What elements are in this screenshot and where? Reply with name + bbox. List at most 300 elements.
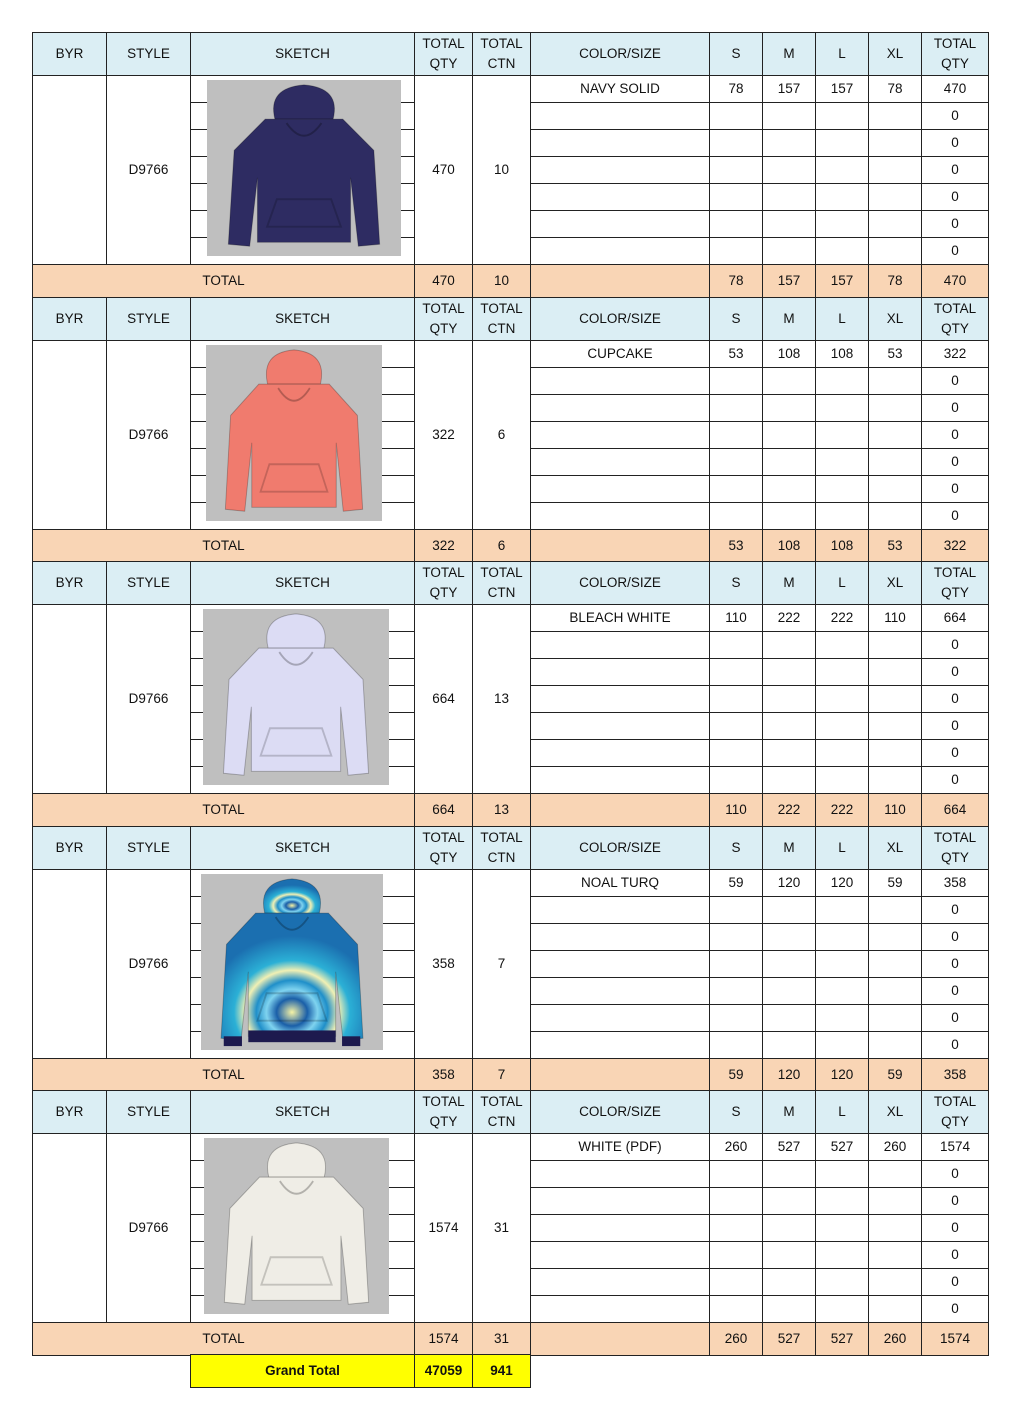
- header-total-ctn-line2: CTN: [487, 56, 516, 71]
- block-total-size: 222: [815, 793, 869, 827]
- size-qty-cell: [868, 1241, 922, 1269]
- size-qty-cell: 120: [762, 869, 816, 897]
- size-qty-cell: [709, 156, 763, 184]
- size-qty-cell: 108: [762, 340, 816, 368]
- block-total-label: TOTAL: [32, 1322, 415, 1356]
- header-row-total-line2: QTY: [941, 56, 969, 71]
- color-name-cell: [530, 1268, 710, 1296]
- block-total-size: 108: [815, 529, 869, 563]
- style-cell: D9766: [106, 604, 191, 794]
- size-qty-cell: [868, 421, 922, 449]
- total-ctn-cell: 13: [472, 604, 531, 794]
- header-row-total-line2: QTY: [941, 850, 969, 865]
- size-qty-cell: [709, 1031, 763, 1059]
- color-name-cell: [530, 923, 710, 951]
- size-qty-cell: [762, 658, 816, 686]
- row-total-cell: 0: [921, 1031, 989, 1059]
- block-total-label: TOTAL: [32, 264, 415, 298]
- size-qty-cell: [868, 129, 922, 157]
- header-color-size: COLOR/SIZE: [530, 561, 710, 605]
- style-cell: D9766: [106, 340, 191, 530]
- header-row-total-line1: TOTAL: [933, 1094, 977, 1109]
- row-total-cell: 0: [921, 1214, 989, 1242]
- color-name-cell: [530, 448, 710, 476]
- size-qty-cell: 53: [709, 340, 763, 368]
- color-name-cell: WHITE (PDF): [530, 1133, 710, 1161]
- size-qty-cell: [762, 183, 816, 211]
- size-qty-cell: [868, 448, 922, 476]
- block-total-qty: 664: [414, 793, 473, 827]
- row-total-cell: 358: [921, 869, 989, 897]
- size-qty-cell: 527: [815, 1133, 869, 1161]
- color-name-cell: [530, 631, 710, 659]
- header-total-ctn: [472, 32, 531, 76]
- header-style: STYLE: [106, 32, 191, 76]
- row-total-cell: 0: [921, 1241, 989, 1269]
- size-qty-cell: [709, 1160, 763, 1188]
- size-qty-cell: [868, 977, 922, 1005]
- size-qty-cell: [709, 183, 763, 211]
- style-cell: D9766: [106, 1133, 191, 1323]
- size-qty-cell: [815, 766, 869, 794]
- size-qty-cell: [709, 712, 763, 740]
- size-qty-cell: [868, 1214, 922, 1242]
- color-name-cell: [530, 129, 710, 157]
- size-qty-cell: [868, 631, 922, 659]
- block-total-size: 110: [709, 793, 763, 827]
- size-qty-cell: [709, 237, 763, 265]
- block-total-all: 1574: [921, 1322, 989, 1356]
- size-qty-cell: [762, 502, 816, 530]
- size-qty-cell: [762, 367, 816, 395]
- size-qty-cell: [815, 475, 869, 503]
- block-total-label: TOTAL: [32, 1058, 415, 1092]
- color-name-cell: [530, 210, 710, 238]
- total-ctn-cell: 6: [472, 340, 531, 530]
- size-qty-cell: [815, 658, 869, 686]
- size-qty-cell: [868, 1004, 922, 1032]
- size-qty-cell: [709, 367, 763, 395]
- size-qty-cell: [868, 766, 922, 794]
- size-qty-cell: [709, 1214, 763, 1242]
- header-total-ctn-line1: TOTAL: [480, 830, 523, 845]
- size-qty-cell: [709, 448, 763, 476]
- block-total-size: 527: [815, 1322, 869, 1356]
- header-sketch: SKETCH: [190, 826, 415, 870]
- size-qty-cell: [709, 1187, 763, 1215]
- header-style: STYLE: [106, 561, 191, 605]
- row-total-cell: 664: [921, 604, 989, 632]
- header-byr: BYR: [32, 297, 107, 341]
- size-qty-cell: [815, 394, 869, 422]
- header-row-total-line2: QTY: [941, 321, 969, 336]
- size-qty-cell: [762, 1295, 816, 1323]
- color-name-cell: [530, 394, 710, 422]
- block-total-all: 322: [921, 529, 989, 563]
- size-qty-cell: [762, 923, 816, 951]
- color-name-cell: BLEACH WHITE: [530, 604, 710, 632]
- size-qty-cell: [762, 950, 816, 978]
- size-qty-cell: [762, 237, 816, 265]
- header-size-m: M: [762, 32, 816, 76]
- row-total-cell: 0: [921, 502, 989, 530]
- header-total-qty-line1: TOTAL: [422, 1094, 465, 1109]
- color-name-cell: [530, 421, 710, 449]
- row-total-cell: 0: [921, 1187, 989, 1215]
- header-byr: BYR: [32, 1090, 107, 1134]
- row-total-cell: 0: [921, 658, 989, 686]
- size-qty-cell: [868, 950, 922, 978]
- color-name-cell: [530, 156, 710, 184]
- header-total-qty-line2: QTY: [429, 321, 458, 336]
- size-qty-cell: 78: [868, 75, 922, 103]
- size-qty-cell: [815, 1214, 869, 1242]
- header-total-qty: [414, 826, 473, 870]
- size-qty-cell: [709, 1004, 763, 1032]
- total-qty-cell: 322: [414, 340, 473, 530]
- size-qty-cell: [709, 923, 763, 951]
- block-total-blank: [530, 264, 710, 298]
- navy-hoodie-photo: [207, 80, 401, 256]
- header-size-m: M: [762, 1090, 816, 1134]
- size-qty-cell: [815, 1187, 869, 1215]
- color-name-cell: [530, 977, 710, 1005]
- size-qty-cell: [815, 448, 869, 476]
- row-total-cell: 470: [921, 75, 989, 103]
- row-total-cell: 0: [921, 1004, 989, 1032]
- total-ctn-cell: 10: [472, 75, 531, 265]
- size-qty-cell: [868, 237, 922, 265]
- size-qty-cell: 157: [815, 75, 869, 103]
- header-size-l: L: [815, 297, 869, 341]
- header-total-ctn: [472, 297, 531, 341]
- size-qty-cell: [762, 739, 816, 767]
- row-total-cell: 0: [921, 448, 989, 476]
- size-qty-cell: [709, 631, 763, 659]
- row-total-cell: 1574: [921, 1133, 989, 1161]
- block-total-size: 260: [709, 1322, 763, 1356]
- header-total-qty-line2: QTY: [429, 585, 458, 600]
- header-size-m: M: [762, 297, 816, 341]
- total-qty-cell: 358: [414, 869, 473, 1059]
- size-qty-cell: 78: [709, 75, 763, 103]
- header-total-qty-line1: TOTAL: [422, 830, 465, 845]
- size-qty-cell: [868, 712, 922, 740]
- size-qty-cell: [709, 421, 763, 449]
- size-qty-cell: [815, 977, 869, 1005]
- size-qty-cell: [762, 896, 816, 924]
- header-total-qty: [414, 1090, 473, 1134]
- block-total-blank: [530, 793, 710, 827]
- size-qty-cell: 260: [709, 1133, 763, 1161]
- block-total-size: 157: [815, 264, 869, 298]
- row-total-cell: 322: [921, 340, 989, 368]
- color-name-cell: [530, 367, 710, 395]
- color-name-cell: [530, 475, 710, 503]
- byr-cell: [32, 340, 107, 530]
- byr-cell: [32, 869, 107, 1059]
- color-name-cell: [530, 658, 710, 686]
- block-total-label: TOTAL: [32, 529, 415, 563]
- block-total-size: 78: [868, 264, 922, 298]
- size-qty-cell: [868, 1295, 922, 1323]
- row-total-cell: 0: [921, 712, 989, 740]
- block-total-blank: [530, 1322, 710, 1356]
- block-total-blank: [530, 1058, 710, 1092]
- size-qty-cell: [868, 210, 922, 238]
- header-sketch: SKETCH: [190, 297, 415, 341]
- header-color-size: COLOR/SIZE: [530, 826, 710, 870]
- row-total-cell: 0: [921, 1160, 989, 1188]
- block-total-ctn: 13: [472, 793, 531, 827]
- size-qty-cell: [709, 1241, 763, 1269]
- header-color-size: COLOR/SIZE: [530, 1090, 710, 1134]
- header-total-ctn-line2: CTN: [487, 850, 516, 865]
- size-qty-cell: 527: [762, 1133, 816, 1161]
- header-row-total-line1: TOTAL: [933, 830, 977, 845]
- color-name-cell: NAVY SOLID: [530, 75, 710, 103]
- block-total-qty: 1574: [414, 1322, 473, 1356]
- size-qty-cell: [709, 766, 763, 794]
- header-row-total: [921, 32, 989, 76]
- row-total-cell: 0: [921, 896, 989, 924]
- size-qty-cell: 110: [709, 604, 763, 632]
- block-total-size: 527: [762, 1322, 816, 1356]
- color-name-cell: [530, 1241, 710, 1269]
- header-size-xl: XL: [868, 561, 922, 605]
- byr-cell: [32, 1133, 107, 1323]
- size-qty-cell: [868, 1187, 922, 1215]
- header-color-size: COLOR/SIZE: [530, 297, 710, 341]
- size-qty-cell: [709, 658, 763, 686]
- block-total-size: 120: [815, 1058, 869, 1092]
- block-total-all: 664: [921, 793, 989, 827]
- header-size-xl: XL: [868, 1090, 922, 1134]
- size-qty-cell: [709, 685, 763, 713]
- size-qty-cell: [815, 367, 869, 395]
- header-row-total: [921, 826, 989, 870]
- size-qty-cell: [709, 1268, 763, 1296]
- size-qty-cell: [868, 658, 922, 686]
- header-row-total-line1: TOTAL: [933, 36, 977, 51]
- header-size-s: S: [709, 297, 763, 341]
- size-qty-cell: [868, 156, 922, 184]
- size-qty-cell: [868, 896, 922, 924]
- row-total-cell: 0: [921, 367, 989, 395]
- size-qty-cell: [815, 1295, 869, 1323]
- size-qty-cell: [815, 502, 869, 530]
- size-qty-cell: [709, 977, 763, 1005]
- header-row-total-line1: TOTAL: [933, 301, 977, 316]
- size-qty-cell: [868, 923, 922, 951]
- size-qty-cell: [868, 1160, 922, 1188]
- header-row-total-line2: QTY: [941, 585, 969, 600]
- size-qty-cell: 110: [868, 604, 922, 632]
- size-qty-cell: [868, 394, 922, 422]
- block-total-size: 222: [762, 793, 816, 827]
- size-qty-cell: [868, 502, 922, 530]
- block-total-size: 260: [868, 1322, 922, 1356]
- block-total-size: 120: [762, 1058, 816, 1092]
- size-qty-cell: [709, 475, 763, 503]
- color-name-cell: [530, 766, 710, 794]
- color-name-cell: CUPCAKE: [530, 340, 710, 368]
- size-qty-cell: [762, 210, 816, 238]
- size-qty-cell: [709, 950, 763, 978]
- size-qty-cell: [815, 1160, 869, 1188]
- row-total-cell: 0: [921, 1295, 989, 1323]
- header-row-total: [921, 1090, 989, 1134]
- size-qty-cell: [815, 739, 869, 767]
- header-size-s: S: [709, 826, 763, 870]
- block-total-size: 59: [709, 1058, 763, 1092]
- header-size-s: S: [709, 32, 763, 76]
- grand-total-qty: 47059: [414, 1354, 473, 1388]
- header-style: STYLE: [106, 1090, 191, 1134]
- size-qty-cell: [762, 394, 816, 422]
- total-ctn-cell: 31: [472, 1133, 531, 1323]
- header-size-xl: XL: [868, 32, 922, 76]
- size-qty-cell: [709, 210, 763, 238]
- block-total-blank: [530, 529, 710, 563]
- byr-cell: [32, 75, 107, 265]
- header-total-qty-line1: TOTAL: [422, 565, 465, 580]
- block-total-ctn: 6: [472, 529, 531, 563]
- size-qty-cell: [762, 1031, 816, 1059]
- header-total-ctn: [472, 1090, 531, 1134]
- size-qty-cell: [762, 977, 816, 1005]
- block-total-label: TOTAL: [32, 793, 415, 827]
- header-total-ctn: [472, 826, 531, 870]
- size-qty-cell: [815, 950, 869, 978]
- header-byr: BYR: [32, 826, 107, 870]
- color-name-cell: [530, 1187, 710, 1215]
- row-total-cell: 0: [921, 977, 989, 1005]
- coral-hoodie-photo: [206, 345, 382, 521]
- color-name-cell: [530, 712, 710, 740]
- size-qty-cell: [868, 1031, 922, 1059]
- block-total-size: 53: [868, 529, 922, 563]
- size-qty-cell: [815, 631, 869, 659]
- header-size-l: L: [815, 32, 869, 76]
- color-name-cell: [530, 102, 710, 130]
- color-name-cell: [530, 1031, 710, 1059]
- grand-total-label: Grand Total: [190, 1354, 415, 1388]
- color-name-cell: [530, 502, 710, 530]
- header-total-qty-line1: TOTAL: [422, 36, 465, 51]
- color-name-cell: [530, 739, 710, 767]
- size-qty-cell: [815, 210, 869, 238]
- color-name-cell: [530, 685, 710, 713]
- header-total-qty: [414, 561, 473, 605]
- size-qty-cell: [762, 631, 816, 659]
- row-total-cell: 0: [921, 631, 989, 659]
- block-total-ctn: 31: [472, 1322, 531, 1356]
- size-qty-cell: [762, 1160, 816, 1188]
- size-qty-cell: [868, 367, 922, 395]
- header-size-l: L: [815, 826, 869, 870]
- size-qty-cell: [815, 923, 869, 951]
- size-qty-cell: [709, 896, 763, 924]
- header-size-l: L: [815, 1090, 869, 1134]
- header-sketch: SKETCH: [190, 1090, 415, 1134]
- row-total-cell: 0: [921, 183, 989, 211]
- tie-dye-turquoise-hoodie-photo: [201, 874, 383, 1050]
- row-total-cell: 0: [921, 156, 989, 184]
- grand-total-ctn: 941: [472, 1354, 531, 1388]
- size-qty-cell: [762, 1004, 816, 1032]
- size-qty-cell: 157: [762, 75, 816, 103]
- size-qty-cell: [762, 448, 816, 476]
- header-color-size: COLOR/SIZE: [530, 32, 710, 76]
- size-qty-cell: [868, 183, 922, 211]
- style-cell: D9766: [106, 75, 191, 265]
- size-qty-cell: 260: [868, 1133, 922, 1161]
- header-byr: BYR: [32, 32, 107, 76]
- color-name-cell: [530, 1160, 710, 1188]
- size-qty-cell: [709, 1295, 763, 1323]
- row-total-cell: 0: [921, 766, 989, 794]
- size-qty-cell: [815, 183, 869, 211]
- header-total-ctn: [472, 561, 531, 605]
- block-total-all: 470: [921, 264, 989, 298]
- header-total-ctn-line2: CTN: [487, 1114, 516, 1129]
- color-name-cell: [530, 183, 710, 211]
- size-qty-cell: 120: [815, 869, 869, 897]
- header-total-ctn-line1: TOTAL: [480, 565, 523, 580]
- row-total-cell: 0: [921, 1268, 989, 1296]
- block-total-size: 108: [762, 529, 816, 563]
- block-total-ctn: 7: [472, 1058, 531, 1092]
- white-hoodie-photo: [204, 1138, 389, 1314]
- color-name-cell: [530, 896, 710, 924]
- header-sketch: SKETCH: [190, 32, 415, 76]
- size-qty-cell: [762, 1187, 816, 1215]
- block-total-size: 157: [762, 264, 816, 298]
- size-qty-cell: [815, 1268, 869, 1296]
- size-qty-cell: [762, 685, 816, 713]
- header-row-total-line1: TOTAL: [933, 565, 977, 580]
- block-total-size: 78: [709, 264, 763, 298]
- color-name-cell: [530, 1295, 710, 1323]
- size-qty-cell: [815, 1241, 869, 1269]
- header-row-total: [921, 561, 989, 605]
- color-name-cell: NOAL TURQ: [530, 869, 710, 897]
- color-name-cell: [530, 950, 710, 978]
- size-qty-cell: [762, 1268, 816, 1296]
- total-qty-cell: 470: [414, 75, 473, 265]
- header-size-xl: XL: [868, 297, 922, 341]
- row-total-cell: 0: [921, 923, 989, 951]
- size-qty-cell: [762, 1241, 816, 1269]
- total-qty-cell: 664: [414, 604, 473, 794]
- size-qty-cell: [868, 685, 922, 713]
- header-size-m: M: [762, 826, 816, 870]
- size-qty-cell: [815, 421, 869, 449]
- block-total-qty: 322: [414, 529, 473, 563]
- size-qty-cell: [709, 129, 763, 157]
- size-qty-cell: [709, 102, 763, 130]
- size-qty-cell: [815, 102, 869, 130]
- size-qty-cell: [868, 475, 922, 503]
- size-qty-cell: [762, 102, 816, 130]
- size-qty-cell: [709, 502, 763, 530]
- size-qty-cell: [709, 394, 763, 422]
- row-total-cell: 0: [921, 210, 989, 238]
- size-qty-cell: [762, 129, 816, 157]
- size-qty-cell: [815, 712, 869, 740]
- size-qty-cell: [815, 129, 869, 157]
